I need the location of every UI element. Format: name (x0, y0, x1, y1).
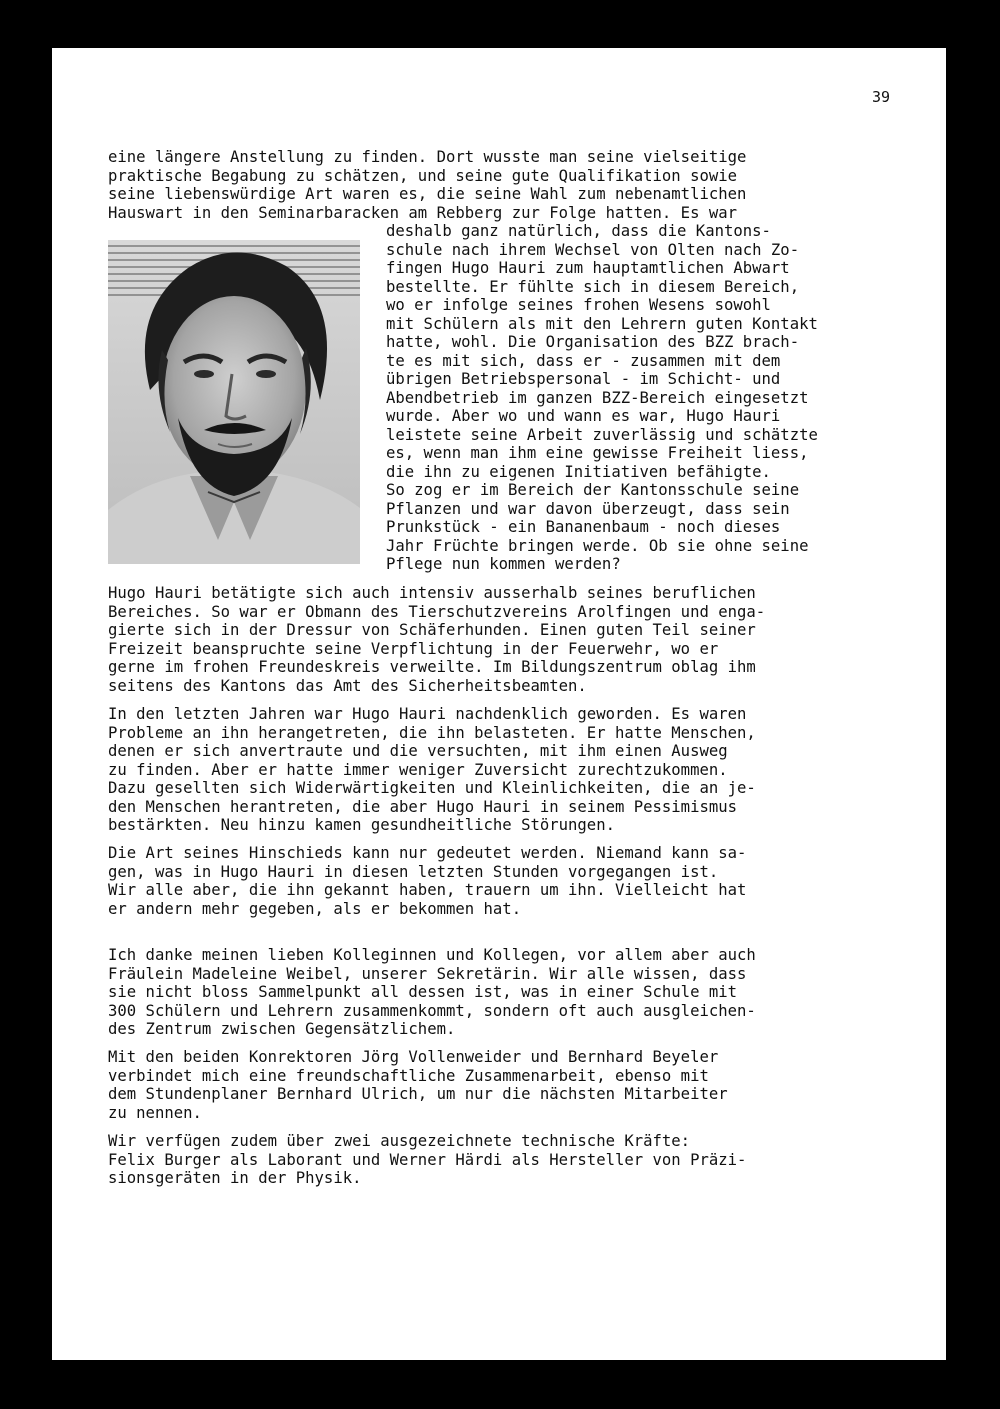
text-line: verbindet mich eine freundschaftliche Zusammenarbeit, ebenso mit (108, 1066, 709, 1085)
text-line: zu nennen. (108, 1103, 202, 1122)
text-line: Bereiches. So war er Obmann des Tierschutzvereins Arolfingen und enga- (108, 602, 766, 621)
text-line: mit Schülern als mit den Lehrern guten Kontakt (386, 314, 818, 333)
text-line: leistete seine Arbeit zuverlässig und schätzte (386, 425, 818, 444)
text-line: gerne im frohen Freundeskreis verweilte. Im Bildungszentrum oblag ihm (108, 658, 756, 676)
text-line: Felix Burger als Laborant und Werner Härdi als Hersteller von Präzi- (108, 1150, 747, 1169)
text-line: es, wenn man ihm eine gewisse Freiheit liess, (386, 444, 809, 462)
text-line: des Zentrum zwischen Gegensätzlichem. (108, 1020, 456, 1038)
text-line: In den letzten Jahren war Hugo Hauri nachdenklich geworden. Es waren (108, 705, 747, 723)
text-line: wurde. Aber wo und wann es war, Hugo Hauri (386, 407, 781, 425)
text-line: Prunkstück - ein Bananenbaum - noch dieses (386, 518, 781, 536)
text-line: übrigen Betriebspersonal - im Schicht- und (386, 370, 781, 388)
text-line: Wir verfügen zudem über zwei ausgezeichnete technische Kräfte: (108, 1132, 691, 1150)
text-line: Ich danke meinen lieben Kolleginnen und Kollegen, vor allem aber auch (108, 946, 756, 964)
text-line: eine längere Anstellung zu finden. Dort wusste man seine vielseitige (108, 148, 747, 166)
text-line: er andern mehr gegeben, als er bekommen hat. (108, 899, 522, 918)
text-line: die ihn zu eigenen Initiativen befähigte. (386, 462, 771, 481)
text-line: wo er infolge seines frohen Wesens sowohl (386, 296, 771, 314)
text-line: denen er sich anvertraute und die versuchten, mit ihm einen Ausweg (108, 742, 728, 760)
text-line: Freizeit beanspruchte seine Verpflichtung in der Feuerwehr, wo er (108, 639, 719, 658)
text-line: Mit den beiden Konrektoren Jörg Vollenweider und Bernhard Beyeler (108, 1048, 719, 1066)
text-line: hatte, wohl. Die Organisation des BZZ brach- (386, 333, 800, 351)
text-line: zu finden. Aber er hatte immer weniger Zuversicht zurechtzukommen. (108, 760, 728, 779)
text-line: 300 Schülern und Lehrern zusammenkommt, sondern oft auch ausgleichen- (108, 1001, 756, 1020)
text-line: deshalb ganz natürlich, dass die Kantons- (386, 222, 771, 240)
text-line: seitens des Kantons das Amt des Sicherheitsbeamten. (108, 676, 587, 695)
text-line: Pflege nun kommen werden? (386, 555, 621, 573)
text-line: sie nicht bloss Sammelpunkt all dessen ist, was in einer Schule mit (108, 983, 738, 1001)
text-line: Fräulein Madeleine Weibel, unserer Sekretärin. Wir alle wissen, dass (108, 964, 747, 983)
text-line: Dazu gesellten sich Widerwärtigkeiten und Kleinlichkeiten, die an je- (108, 779, 756, 797)
text-line: Abendbetrieb im ganzen BZZ-Bereich eingesetzt (386, 388, 809, 407)
text-line: dem Stundenplaner Bernhard Ulrich, um nur die nächsten Mitarbeiter (108, 1085, 728, 1103)
portrait-photo (108, 240, 360, 564)
text-line: bestärkten. Neu hinzu kamen gesundheitliche Störungen. (108, 816, 615, 834)
text-line: fingen Hugo Hauri zum hauptamtlichen Abwart (386, 259, 790, 277)
text-line: Die Art seines Hinschieds kann nur gedeutet werden. Niemand kann sa- (108, 844, 747, 862)
text-line: Hugo Hauri betätigte sich auch intensiv ausserhalb seines beruflichen (108, 584, 756, 602)
text-line: Pflanzen und war davon überzeugt, dass sein (386, 499, 790, 518)
text-line: sionsgeräten in der Physik. (108, 1169, 362, 1187)
text-line: gierte sich in der Dressur von Schäferhunden. Einen guten Teil seiner (108, 621, 756, 639)
text-line: den Menschen herantreten, die aber Hugo Hauri in seinem Pessimismus (108, 797, 738, 816)
text-line: Probleme an ihn herangetreten, die ihn belasteten. Er hatte Menschen, (108, 723, 756, 742)
text-line: gen, was in Hugo Hauri in diesen letzten Stunden vorgegangen ist. (108, 862, 719, 881)
text-line: seine liebenswürdige Art waren es, die seine Wahl zum nebenamtlichen (108, 185, 747, 203)
page-number: 39 (872, 88, 891, 106)
text-line: Wir alle aber, die ihn gekannt haben, trauern um ihn. Vielleicht hat (108, 881, 747, 899)
text-line: So zog er im Bereich der Kantonsschule seine (386, 481, 800, 499)
text-line: schule nach ihrem Wechsel von Olten nach Zo- (386, 240, 800, 259)
text-line: praktische Begabung zu schätzen, und seine gute Qualifikation sowie (108, 166, 738, 185)
text-line: te es mit sich, dass er - zusammen mit dem (386, 351, 781, 370)
text-line: Jahr Früchte bringen werde. Ob sie ohne seine (386, 536, 809, 555)
text-line: bestellte. Er fühlte sich in diesem Bereich, (386, 277, 800, 296)
text-line: Hauswart in den Seminarbaracken am Rebberg zur Folge hatten. Es war (108, 203, 738, 222)
